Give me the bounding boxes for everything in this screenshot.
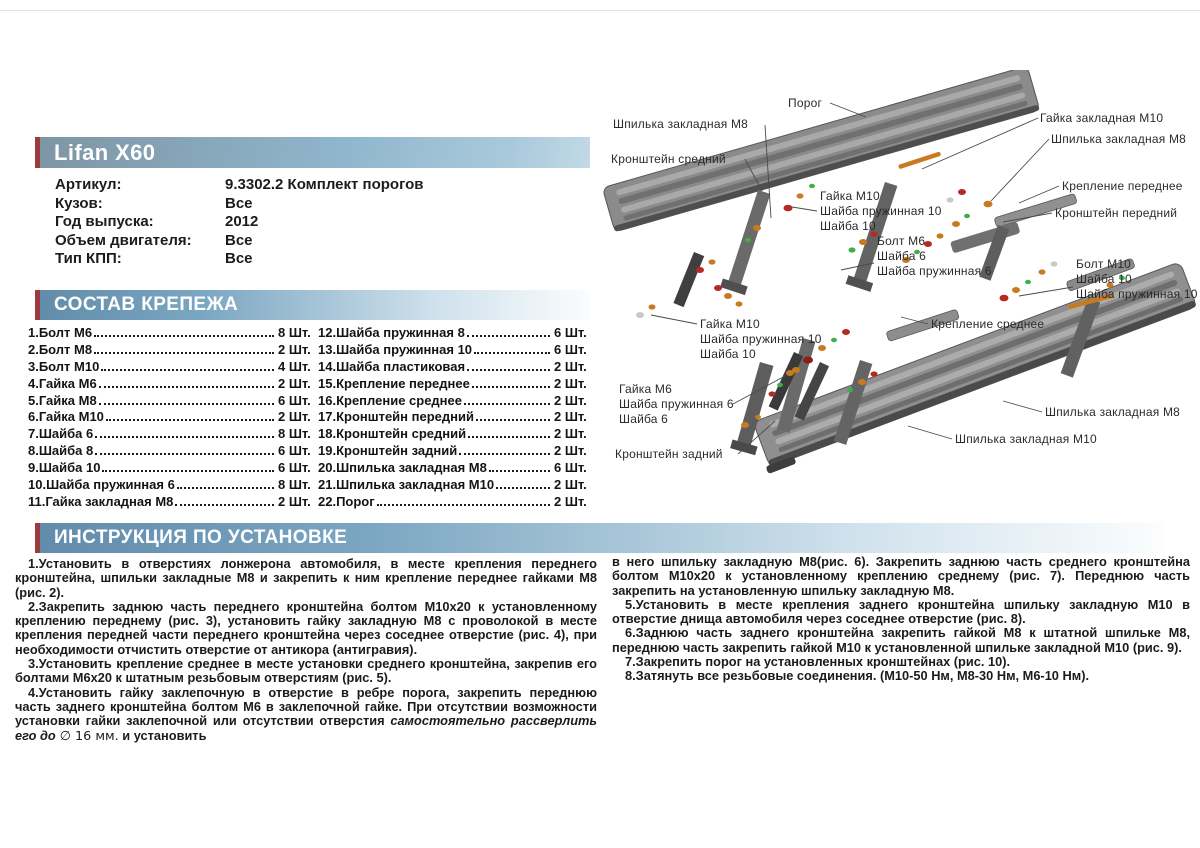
instructions-column-left (15, 557, 597, 744)
part-qty: 2 Шт. (554, 409, 587, 425)
part-name: 16.Крепление среднее (318, 392, 462, 408)
diagram-label-gayka-m10-group-mid (820, 189, 942, 234)
leader-dots (177, 487, 274, 489)
part-name: 21.Шпилька закладная М10 (318, 477, 495, 493)
part-name: 9.Шайба 10 (28, 460, 101, 476)
leader-dots (489, 470, 550, 472)
instructions-column-right (612, 555, 1190, 684)
diagram-label-bolt-m10-group (1076, 257, 1198, 302)
diagram-label-bolt-m6-group (877, 234, 992, 279)
part-name: 12.Шайба пружинная 8 (318, 325, 465, 340)
part-name: 22.Порог (318, 493, 375, 509)
part-name: 13.Шайба пружинная 10 (318, 341, 473, 357)
part-name: 6.Гайка М10 (28, 409, 104, 425)
info-value: Все (225, 231, 253, 249)
parts-item (28, 342, 322, 359)
diagram-label-shpilka-m8-right: Шпилька закладная М8 (1051, 132, 1187, 146)
diagram-label-line: Шайба пружинная 10 (700, 332, 822, 346)
diagram-label-shpilka-m10-bottom: Шпилька закладная М10 (955, 432, 1097, 446)
diameter-symbol-text: ∅ 16 мм. (55, 728, 119, 744)
diagram-label-line: Шайба 6 (877, 249, 927, 263)
parts-item (28, 376, 322, 393)
leader-dots (94, 335, 274, 337)
info-value: Все (225, 194, 253, 212)
fasteners-section-title: СОСТАВ КРЕПЕЖА (54, 294, 239, 315)
step-4-tail: и установить (118, 727, 207, 743)
diagram-label-porog: Порог (788, 96, 823, 110)
instruction-step-3: 3.Установить крепление среднее в месте установки среднего кронштейна, закрепив его болтами М6х20 к штатным резьбовым отверстиям (рис. 5). (15, 656, 597, 686)
leader-dots (377, 504, 550, 506)
part-name: 7.Шайба 6 (28, 426, 94, 442)
part-name: 10.Шайба пружинная 6 (28, 477, 175, 493)
leader-dots (459, 453, 550, 455)
part-name: 20.Шпилька закладная М8 (318, 460, 487, 476)
parts-item (318, 443, 598, 460)
parts-item (318, 376, 598, 393)
part-qty: 2 Шт. (278, 341, 311, 357)
diagram-label-gayka-m6-group (619, 382, 734, 427)
parts-item (318, 325, 598, 342)
part-qty: 6 Шт. (554, 460, 587, 476)
diagram-label-line: Гайка М10 (700, 317, 760, 331)
part-qty: 6 Шт. (278, 443, 311, 459)
parts-item (28, 443, 322, 460)
info-value: 9.3302.2 Комплект порогов (225, 176, 424, 193)
instruction-step-2: 2.Закрепить заднюю часть переднего кронштейна болтом М10х20 к установленному креплению переднему (рис. 3), установить гайку закладную М8 с проволокой в месте крепления передней части переднего кронштейна через соседнее отверстие (рис. 4), при необходимости отчистить отверстие от антикора (антигравия). (15, 598, 597, 657)
part-name: 2.Болт М8 (28, 341, 93, 357)
step-4-emphasis: самостоятельно рассверлить его до (15, 713, 597, 743)
part-qty: 2 Шт. (554, 443, 587, 459)
leader-dots (476, 419, 550, 421)
instruction-step-1: 1.Установить в отверстиях лонжерона автомобиля, в месте крепления переднего кронштейна, шпильки закладные М8 и закрепить к ним крепление переднее гайками М8 (рис. 2). (15, 556, 597, 600)
instruction-step-6: 6.Заднюю часть заднего кронштейна закрепить гайкой М8 к штатной шпильке М8, переднюю часть закрепить гайкой М10 к установленной шпильке закладной М10 (рис. 9). (612, 625, 1190, 655)
diagram-label-line: Шайба пружинная 6 (877, 264, 992, 278)
diagram-label-line: Болт М10 (1076, 257, 1132, 271)
info-value: Все (225, 250, 253, 268)
instruction-step-8: 8.Затянуть все резьбовые соединения. (М10-50 Нм, М8-30 Нм, М6-10 Нм). (625, 668, 1090, 684)
product-info (55, 176, 595, 269)
part-name: 17.Кронштейн передний (318, 409, 474, 425)
installation-diagram (598, 70, 1200, 522)
part-name: 3.Болт М10 (28, 358, 100, 374)
leader-dots (99, 386, 274, 388)
parts-item (318, 477, 598, 494)
diagram-label-line: Шайба пружинная 10 (1076, 287, 1198, 301)
part-qty: 2 Шт. (554, 392, 587, 408)
diagram-label-line: Шайба пружинная 6 (619, 397, 734, 411)
parts-item (28, 426, 322, 443)
part-qty: 6 Шт. (554, 325, 587, 340)
part-qty: 8 Шт. (278, 477, 311, 493)
leader-dots (496, 487, 550, 489)
part-name: 15.Крепление переднее (318, 375, 470, 391)
part-name: 11.Гайка закладная М8 (28, 493, 174, 509)
diagram-label-shpilka-m8-top: Шпилька закладная М8 (613, 117, 749, 131)
fasteners-section-banner (35, 290, 590, 320)
top-divider (0, 10, 1200, 11)
part-qty: 2 Шт. (278, 375, 311, 391)
diagram-label-line: Шайба 6 (619, 412, 669, 426)
instruction-step-5: 5.Установить в месте крепления заднего кронштейна шпильку закладную М10 в отверстие днища автомобиля через соседнее отверстие (рис. 8). (612, 596, 1190, 627)
info-label: Артикул: (55, 176, 122, 193)
parts-item (318, 359, 598, 376)
diagram-label-line: Шайба 10 (1076, 272, 1132, 286)
parts-list-left (28, 325, 322, 511)
info-label: Кузов: (55, 194, 103, 212)
leader-dots (474, 352, 550, 354)
diagram-label-line: Гайка М6 (619, 382, 672, 396)
part-name: 18.Кронштейн средний (318, 426, 467, 442)
step-4-text: 4.Установить гайку заклепочную в отверстие в ребре порога, закрепить переднюю часть заднего кронштейна болтом М6 в заклепочной гайке. При отсутствии возможности установки гайки заклепочной или отсутствии отверстия (15, 684, 597, 729)
part-name: 4.Гайка М6 (28, 375, 97, 391)
parts-item (318, 342, 598, 359)
parts-item (28, 359, 322, 376)
parts-item (28, 325, 322, 342)
parts-item (318, 409, 598, 426)
diagram-label-line: Шайба 10 (820, 219, 876, 233)
info-label: Объем двигателя: (55, 231, 192, 249)
instruction-step-4 (15, 686, 597, 744)
part-qty: 2 Шт. (278, 409, 311, 425)
part-qty: 6 Шт. (278, 460, 311, 476)
part-name: 8.Шайба 8 (28, 443, 94, 459)
part-qty: 2 Шт. (554, 477, 587, 493)
leader-dots (464, 403, 550, 405)
leader-dots (95, 436, 274, 438)
diagram-label-line: Шайба 10 (700, 347, 756, 361)
diagram-label-kronshteyn-sredniy: Кронштейн средний (611, 152, 726, 166)
leader-dots (94, 352, 274, 354)
brand-banner (35, 137, 590, 168)
parts-item (28, 409, 322, 426)
brand-title: Lifan X60 (54, 139, 156, 165)
diagram-label-gayka-zakladnaya-m10: Гайка закладная М10 (1040, 111, 1164, 125)
diagram-label-kronshteyn-peredniy: Кронштейн передний (1055, 206, 1178, 220)
instructions-section-banner (35, 523, 1163, 553)
diagram-label-shpilka-m8-bottom: Шпилька закладная М8 (1045, 405, 1181, 419)
leader-dots (472, 386, 550, 388)
part-name: 19.Кронштейн задний (318, 443, 458, 459)
parts-item (28, 477, 322, 494)
part-name: 14.Шайба пластиковая (318, 358, 466, 374)
parts-item (318, 426, 598, 443)
leader-dots (106, 419, 274, 421)
diagram-label-kronshteyn-zadniy: Кронштейн задний (615, 447, 723, 461)
part-qty: 6 Шт. (278, 392, 311, 408)
leader-dots (467, 335, 550, 337)
leader-dots (101, 369, 274, 371)
part-qty: 2 Шт. (554, 426, 587, 442)
parts-item (28, 460, 322, 477)
part-qty: 2 Шт. (554, 375, 587, 391)
leader-dots (102, 470, 274, 472)
leader-dots (95, 453, 274, 455)
part-qty: 8 Шт. (278, 325, 311, 340)
parts-item (28, 494, 322, 511)
part-qty: 8 Шт. (278, 426, 311, 442)
diagram-label-kreplenie-srednee: Крепление среднее (931, 317, 1045, 331)
leader-dots (468, 436, 550, 438)
part-qty: 2 Шт. (554, 358, 587, 374)
leader-dots (175, 504, 274, 506)
parts-item (318, 460, 598, 477)
part-name: 1.Болт М6 (28, 325, 93, 340)
diagram-label-line: Гайка М10 (820, 189, 880, 203)
diagram-label-gayka-m10-group-low (700, 317, 822, 362)
part-qty: 2 Шт. (554, 493, 587, 509)
parts-item (318, 494, 598, 511)
parts-list-right (318, 325, 598, 511)
leader-dots (99, 403, 274, 405)
info-label: Год выпуска: (55, 213, 154, 231)
part-qty: 2 Шт. (278, 493, 311, 509)
parts-item (318, 393, 598, 410)
diagram-label-kreplenie-perednee: Крепление переднее (1062, 179, 1183, 193)
diagram-label-line: Шайба пружинная 10 (820, 204, 942, 218)
part-qty: 6 Шт. (554, 341, 587, 357)
parts-item (28, 393, 322, 410)
instructions-section-title: ИНСТРУКЦИЯ ПО УСТАНОВКЕ (54, 527, 348, 548)
info-value: 2012 (225, 213, 259, 231)
part-qty: 4 Шт. (278, 358, 311, 374)
diagram-label-line: Болт М6 (877, 234, 926, 248)
leader-dots (467, 369, 550, 371)
part-name: 5.Гайка М8 (28, 392, 97, 408)
instruction-step-7: 7.Закрепить порог на установленных кронштейнах (рис. 10). (625, 654, 1011, 670)
instruction-step-4-continued: в него шпильку закладную М8(рис. 6). Закрепить заднюю часть среднего кронштейна болтом М10х20 к установленному креплению среднему (рис. 7). Переднюю часть закрепить на установленную шпильку закладную М8. (612, 554, 1190, 598)
info-label: Тип КПП: (55, 250, 122, 268)
